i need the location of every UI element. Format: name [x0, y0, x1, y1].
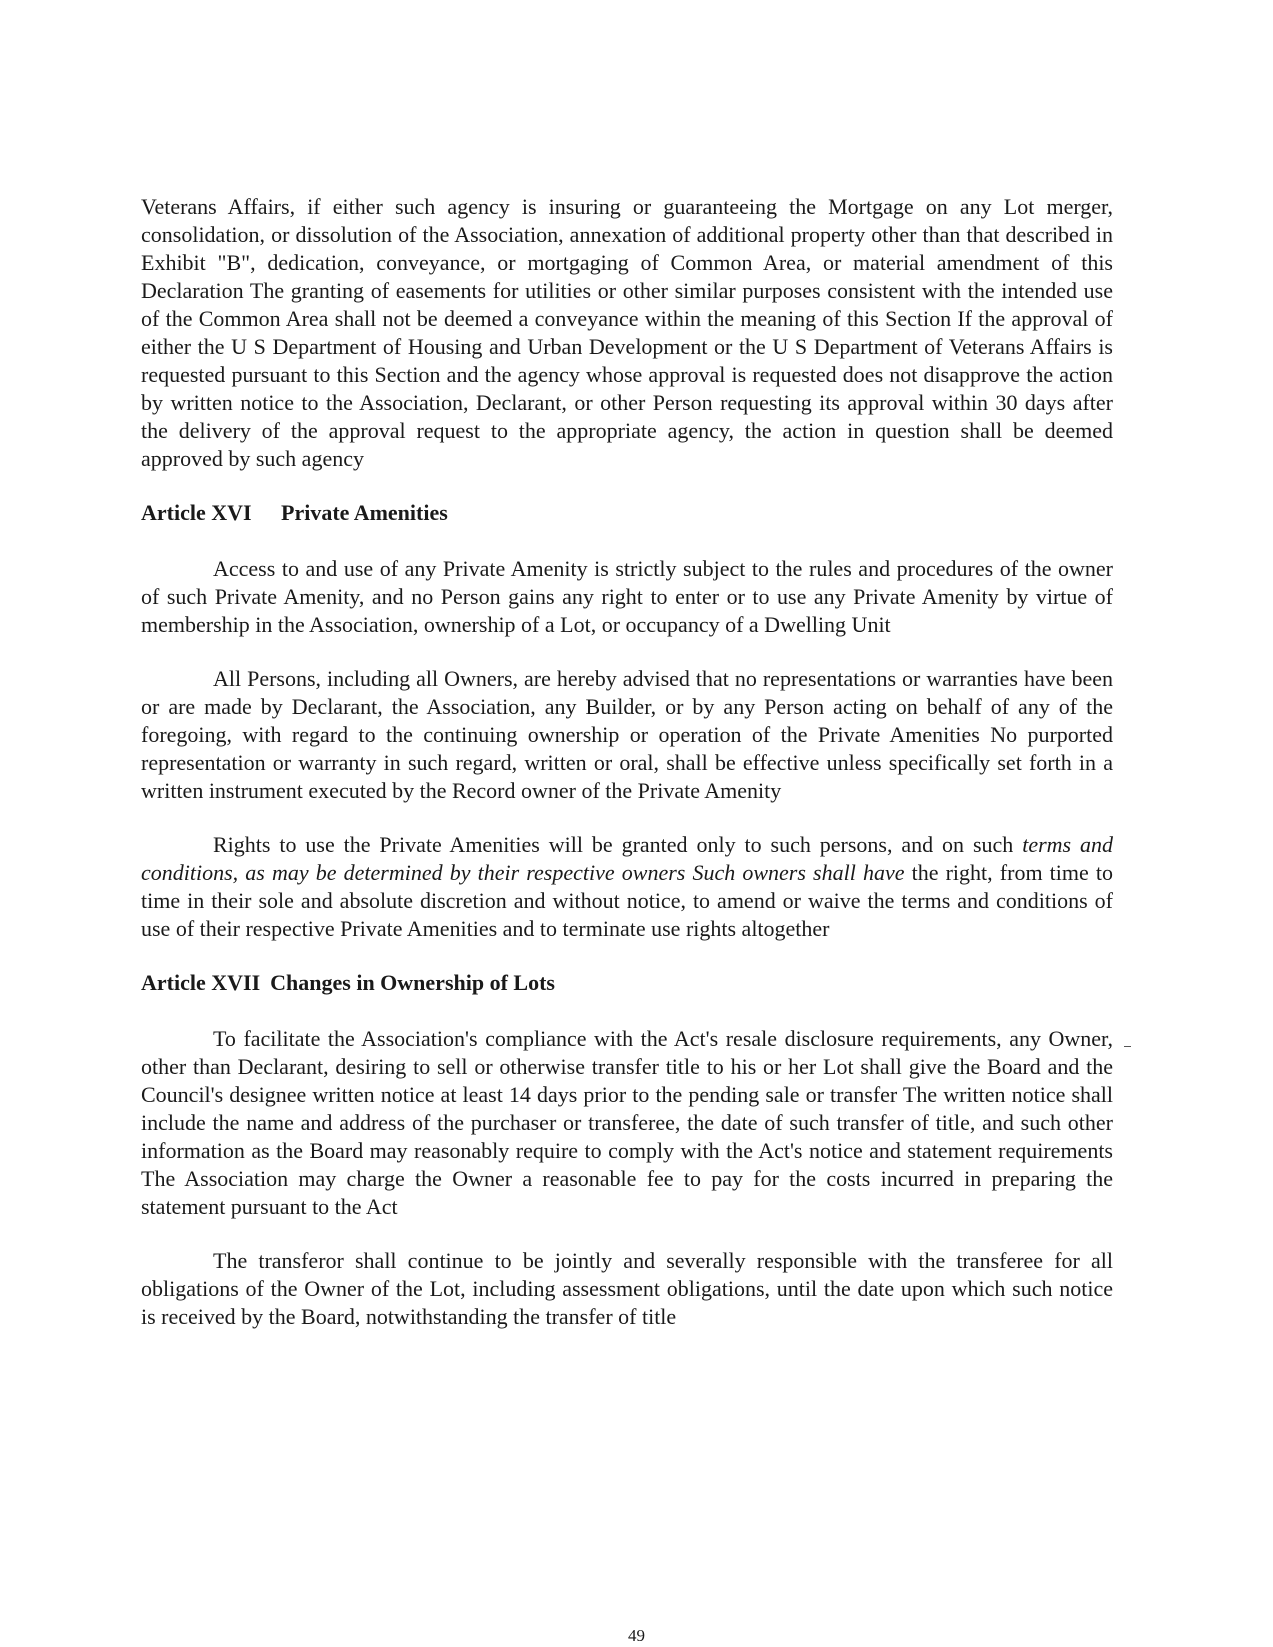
article-17-heading: [141, 969, 1113, 997]
article-16-title: Private Amenities: [281, 500, 448, 525]
article-16-number: Article XVI: [141, 500, 252, 525]
margin-mark: [1124, 1046, 1131, 1047]
article-17-paragraph-2: The transferor shall continue to be jointly and severally responsible with the transferee for all obligations of the Owner of the Lot, including assessment obligations, until the date upon which such notice is received by the Board, notwithstanding the transfer of title: [141, 1248, 1113, 1329]
article-17-number: Article XVII: [141, 970, 261, 995]
article-16-paragraph-2: All Persons, including all Owners, are hereby advised that no representations or warranties have been or are made by Declarant, the Association, any Builder, or by any Person acting on behalf of any of the foregoing, with regard to the continuing ownership or operation of the Private Amenities No purported representation or warranty in such regard, written or oral, shall be effective unless specifically set forth in a written instrument executed by the Record owner of the Private Amenity: [141, 666, 1113, 803]
article-16-paragraph-1: Access to and use of any Private Amenity is strictly subject to the rules and procedures of the owner of such Private Amenity, and no Person gains any right to enter or to use any Private Amenity by virtue of membership in the Association, ownership of a Lot, or occupancy of a Dwelling Unit: [141, 556, 1113, 637]
article-17-title: Changes in Ownership of Lots: [270, 970, 555, 995]
document-page: [141, 193, 1113, 1331]
article-17-paragraph-1: To facilitate the Association's compliance with the Act's resale disclosure requirements, any Owner, other than Declarant, desiring to sell or otherwise transfer title to his or her Lot shall give the Board and the Council's designee written notice at least 14 days prior to the pending sale or transfer The written notice shall include the name and address of the purchaser or transferee, the date of such transfer of title, and such other information as the Board may reasonably require to comply with the Act's notice and statement requirements The Association may charge the Owner a reasonable fee to pay for the costs incurred in preparing the statement pursuant to the Act: [141, 1026, 1113, 1219]
article-16-paragraph-3-end: the right, from time to time in their sole and absolute discretion and without notice, to amend or waive the terms and conditions of use of their respective Private Amenities and to terminate use rights altogether: [141, 860, 1114, 941]
article-16-heading: [141, 499, 1113, 527]
article-16-paragraph-3: [141, 831, 1113, 943]
opening-paragraph: Veterans Affairs, if either such agency is insuring or guaranteeing the Mortgage on any Lot merger, consolidation, or dissolution of the Association, annexation of additional property other than that described in Exhibit "B", dedication, conveyance, or mortgaging of Common Area, or material amendment of this Declaration The granting of easements for utilities or other similar purposes consistent with the intended use of the Common Area shall not be deemed a conveyance within the meaning of this Section If the approval of either the U S Department of Housing and Urban Development or the U S Department of Veterans Affairs is requested pursuant to this Section and the agency whose approval is requested does not disapprove the action by written notice to the Association, Declarant, or other Person requesting its approval within 30 days after the delivery of the approval request to the appropriate agency, the action in question shall be deemed approved by such agency: [141, 194, 1113, 471]
article-16-paragraph-3-start: Rights to use the Private Amenities will be granted only to such persons, and on such: [213, 832, 1014, 857]
article-16-paragraph-3-italic: terms and conditions, as may be determined by their respective owners Such owners shall have: [141, 832, 1114, 885]
page-number: 49: [628, 1626, 645, 1645]
